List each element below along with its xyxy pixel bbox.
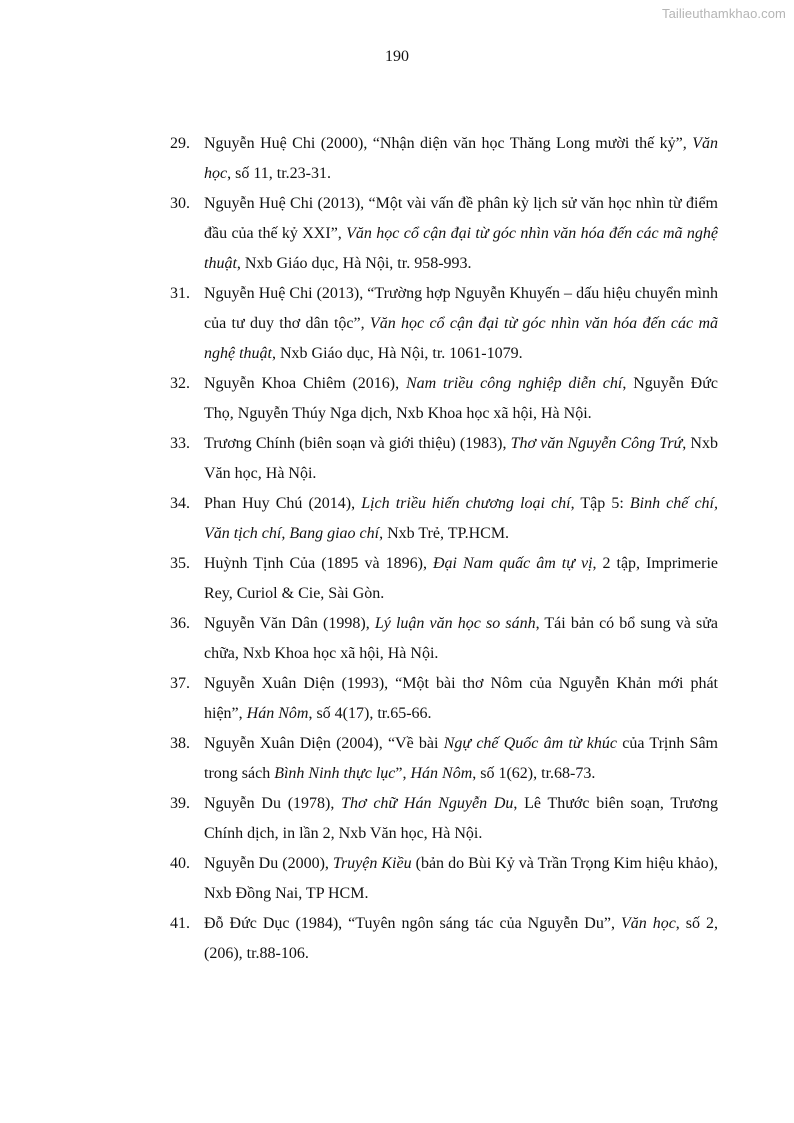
reference-title-italic: Lý luận văn học so sánh [374,615,536,632]
reference-text: Nguyễn Huệ Chi (2013), “Trường hợp Nguyễn Khuyến – dấu hiệu chuyển mình của tư duy thơ dân tộc”, [204,285,718,332]
reference-item [170,909,718,969]
reference-number: 40. [170,855,190,872]
reference-title-italic: Văn học cổ cận đại từ góc nhìn văn hóa đến các mã nghệ thuật [204,225,718,272]
reference-text: Đỗ Đức Dục (1984), “Tuyên ngôn sáng tác của Nguyễn Du”, [204,915,621,932]
reference-item [170,279,718,369]
reference-number: 41. [170,915,190,932]
reference-number: 34. [170,495,190,512]
reference-title-italic: Hán Nôm [410,765,473,782]
reference-text: của Trịnh Sâm trong sách [204,735,719,782]
reference-text: Nguyễn Xuân Diện (1993), “Một bài thơ Nôm của Nguyễn Khản mới phát hiện”, [204,675,718,722]
reference-title-italic: Thơ chữ Hán Nguyễn Du [341,795,514,812]
reference-text: , Nxb Giáo dục, Hà Nội, tr. 1061-1079. [272,345,523,362]
reference-text: , 2 tập, Imprimerie Rey, Curiol & Cie, Sài Gòn. [204,555,719,602]
reference-text: Nguyễn Văn Dân (1998), [204,615,375,632]
page-number: 190 [385,48,409,65]
reference-title-italic: Đại Nam quấc âm tự vị [432,555,593,572]
reference-text: , số 1(62), tr.68-73. [472,765,596,782]
reference-text: ”, [395,765,411,782]
reference-item [170,549,718,609]
reference-item [170,129,718,189]
reference-text: , Nxb Giáo dục, Hà Nội, tr. 958-993. [236,255,472,272]
reference-text: Nguyễn Du (2000), [204,855,333,872]
reference-title-italic: Hán Nôm [246,705,309,722]
reference-text: , Tái bản có bổ sung và sửa chữa, Nxb Khoa học xã hội, Hà Nội. [204,615,719,662]
reference-title-italic: Văn học [204,135,718,182]
reference-text: Huỳnh Tịnh Của (1895 và 1896), [204,555,433,572]
reference-text: (bản do Bùi Kỷ và Trần Trọng Kim hiệu khảo), Nxb Đồng Nai, TP HCM. [204,855,718,902]
reference-item [170,729,718,789]
reference-number: 33. [170,435,190,452]
reference-item [170,669,718,729]
reference-title-italic: Thơ văn Nguyễn Công Trứ [510,435,683,452]
reference-list [170,129,718,969]
reference-item [170,849,718,909]
reference-title-italic: Văn học cổ cận đại từ góc nhìn văn hóa đến các mã nghệ thuật [204,315,719,362]
reference-text: , Tập 5: [570,495,630,512]
reference-item [170,609,718,669]
reference-text: , Lê Thước biên soạn, Trương Chính dịch, in lần 2, Nxb Văn học, Hà Nội. [204,795,718,842]
reference-text: , số 2, (206), tr.88-106. [204,915,718,962]
reference-number: 29. [170,135,190,152]
reference-text: Nguyễn Du (1978), [204,795,342,812]
reference-text: , Nxb Văn học, Hà Nội. [204,435,718,482]
reference-title-italic: Ngự chế Quốc âm từ khúc [443,735,617,752]
reference-number: 38. [170,735,190,752]
reference-item [170,369,718,429]
reference-number: 32. [170,375,190,392]
reference-item [170,789,718,849]
reference-title-italic: Truyện Kiều [332,855,412,872]
reference-text: Trương Chính (biên soạn và giới thiệu) (1983), [204,435,511,452]
reference-item [170,429,718,489]
reference-text: Nguyễn Huệ Chi (2013), “Một vài vấn đề phân kỳ lịch sử văn học nhìn từ điểm đầu của thế kỷ XXI”, [204,195,718,242]
reference-title-italic: Bình Ninh thực lục [274,765,396,782]
reference-text: , Nguyễn Đức Thọ, Nguyễn Thúy Nga dịch, Nxb Khoa học xã hội, Hà Nội. [204,375,719,422]
reference-text: Nguyễn Khoa Chiêm (2016), [204,375,406,392]
reference-number: 31. [170,285,190,302]
reference-item [170,489,718,549]
reference-text: , số 11, tr.23-31. [227,165,331,182]
reference-number: 30. [170,195,190,212]
reference-text: , số 4(17), tr.65-66. [308,705,432,722]
reference-item [170,189,718,279]
reference-number: 35. [170,555,190,572]
reference-number: 36. [170,615,190,632]
reference-number: 39. [170,795,190,812]
reference-text: Nguyễn Xuân Diện (2004), “Về bài [204,735,444,752]
reference-number: 37. [170,675,190,692]
reference-text: , Nxb Trẻ, TP.HCM. [379,525,510,542]
reference-text: Nguyễn Huệ Chi (2000), “Nhận diện văn học Thăng Long mười thế kỷ”, [204,135,693,152]
reference-title-italic: Nam triều công nghiệp diễn chí [405,375,623,392]
reference-title-italic: Lịch triều hiến chương loại chí [361,495,571,512]
reference-title-italic: Binh chế chí, Văn tịch chí, Bang giao chí [204,495,718,542]
reference-title-italic: Văn học [620,915,676,932]
reference-text: Phan Huy Chú (2014), [204,495,362,512]
watermark-text: Tailieuthamkhao.com [661,6,786,21]
